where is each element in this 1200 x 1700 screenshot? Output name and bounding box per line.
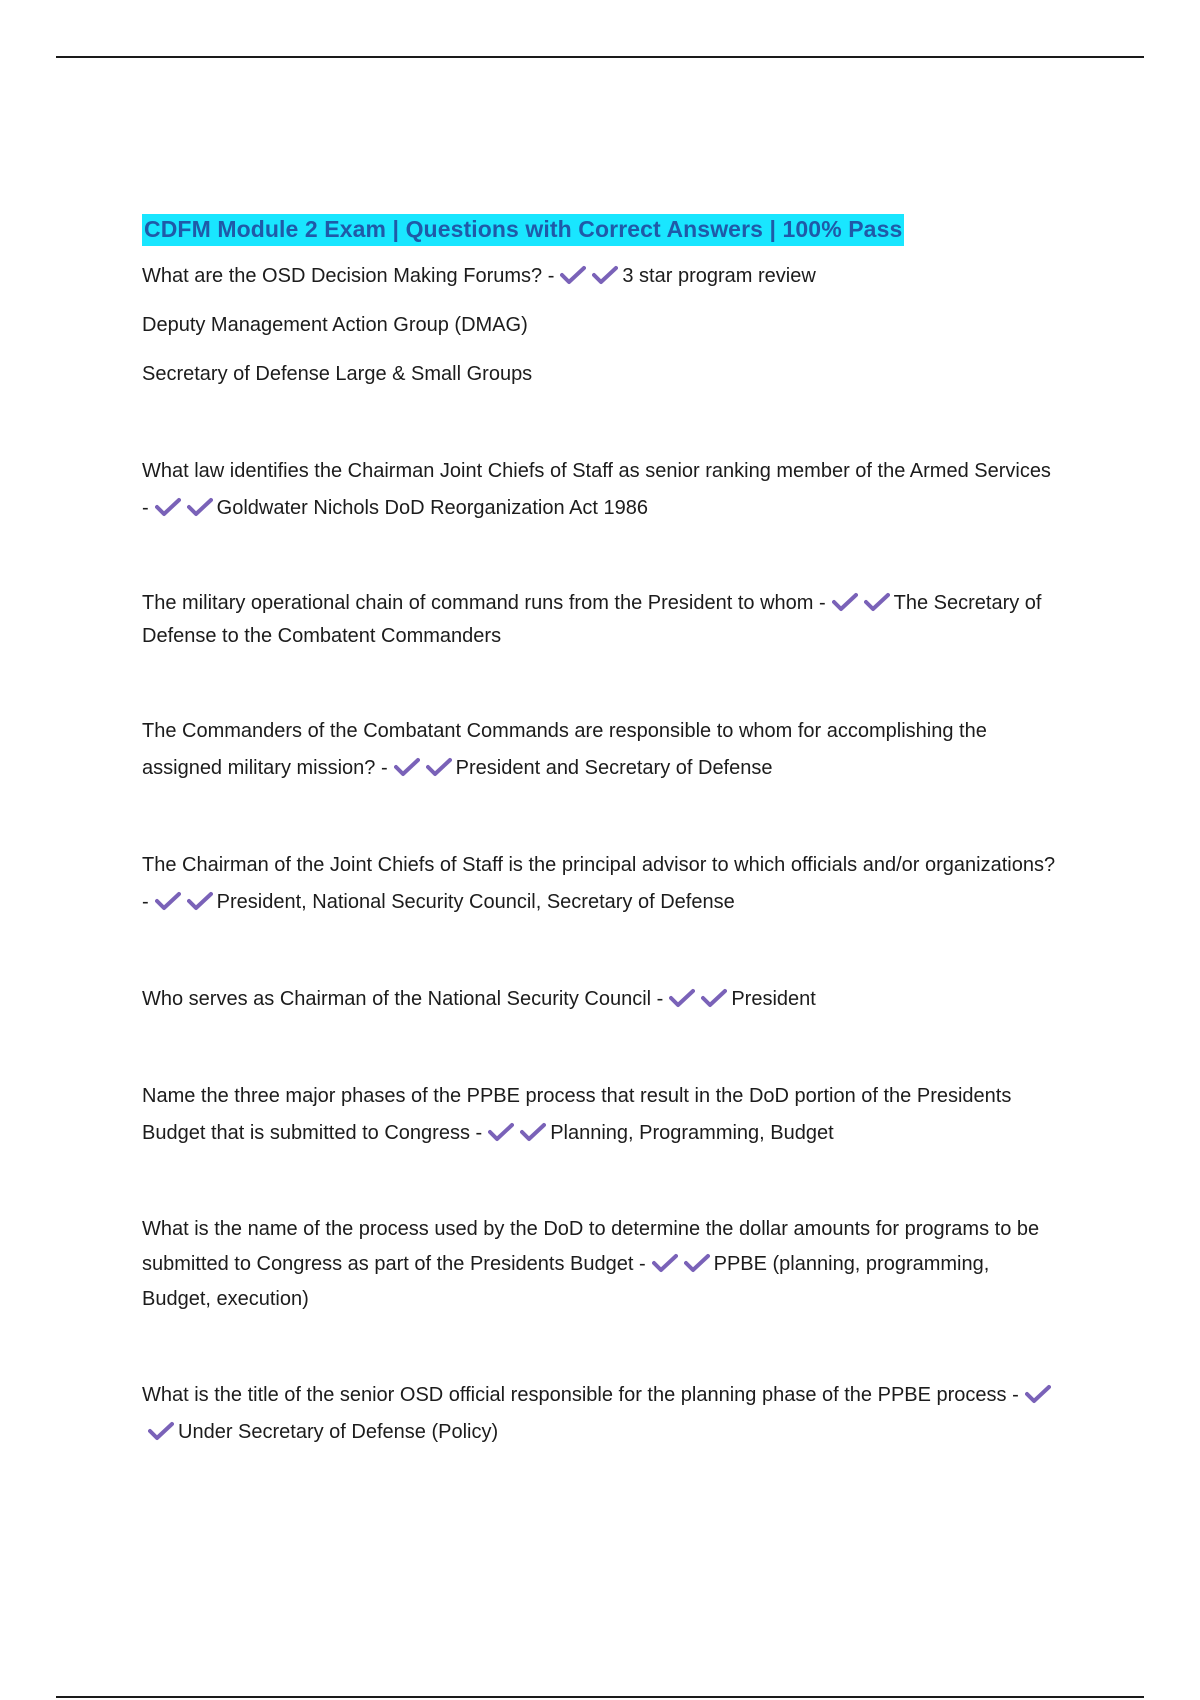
checkmark-icon xyxy=(155,497,181,517)
question-text: What law identifies the Chairman Joint Chiefs of Staff as senior ranking member of the Armed Services - xyxy=(142,460,1051,519)
answer-line: Secretary of Defense Large & Small Groups xyxy=(142,363,533,385)
checkmark-icon xyxy=(187,891,213,911)
answer-text: 3 star program review xyxy=(622,265,816,287)
checkmark-icon xyxy=(426,757,452,777)
answer-text: President xyxy=(731,988,816,1010)
answer-text: The Secretary of Defense to the Combatent Commanders xyxy=(142,592,1042,647)
checkmark-icon xyxy=(701,988,727,1008)
qa-item xyxy=(142,258,1062,393)
qa-line xyxy=(142,847,1062,921)
answer-text: Planning, Programming, Budget xyxy=(550,1122,834,1144)
question-text: What are the OSD Decision Making Forums? - xyxy=(142,265,555,287)
qa-item xyxy=(142,1377,1062,1451)
answer-text: PPBE (planning, programming, Budget, execution) xyxy=(142,1253,990,1310)
qa-line xyxy=(142,1212,1062,1317)
checkmark-icon xyxy=(1025,1384,1051,1404)
checkmark-icon xyxy=(520,1122,546,1142)
question-text: The Chairman of the Joint Chiefs of Staff is the principal advisor to which officials and/or organizations? - xyxy=(142,854,1056,913)
checkmark-icon xyxy=(669,988,695,1008)
question-text: What is the title of the senior OSD official responsible for the planning phase of the PPBE process - xyxy=(142,1384,1019,1406)
qa-line xyxy=(142,453,1062,527)
qa-line xyxy=(142,981,1062,1018)
qa-item xyxy=(142,713,1062,787)
answer-text: Goldwater Nichols DoD Reorganization Act 1986 xyxy=(216,497,649,519)
qa-item xyxy=(142,453,1062,527)
qa-line xyxy=(142,713,1062,787)
qa-item xyxy=(142,1078,1062,1152)
qa-line xyxy=(142,1078,1062,1152)
checkmark-icon xyxy=(488,1122,514,1142)
answer-line: Deputy Management Action Group (DMAG) xyxy=(142,314,528,336)
question-text: What is the name of the process used by the DoD to determine the dollar amounts for programs to be submitted to Congress as part of the Presidents Budget - xyxy=(142,1218,1040,1275)
checkmark-icon xyxy=(148,1421,174,1441)
question-text: The military operational chain of command runs from the President to whom - xyxy=(142,592,826,614)
checkmark-icon xyxy=(155,891,181,911)
bottom-rule xyxy=(56,1696,1144,1698)
question-text: The Commanders of the Combatant Commands are responsible to whom for accomplishing the assigned military mission? - xyxy=(142,720,987,779)
qa-line xyxy=(142,1377,1062,1451)
checkmark-icon xyxy=(560,265,586,285)
qa-item xyxy=(142,847,1062,921)
checkmark-icon xyxy=(394,757,420,777)
qa-line xyxy=(142,587,1062,653)
top-rule xyxy=(56,56,1144,58)
checkmark-icon xyxy=(684,1253,710,1273)
question-text: Name the three major phases of the PPBE process that result in the DoD portion of the Presidents Budget that is submitted to Congress - xyxy=(142,1085,1012,1144)
checkmark-icon xyxy=(864,592,890,612)
answer-text: Under Secretary of Defense (Policy) xyxy=(178,1421,499,1443)
answer-text: President and Secretary of Defense xyxy=(455,757,773,779)
document-body xyxy=(142,214,1062,1451)
document-title: CDFM Module 2 Exam | Questions with Correct Answers | 100% Pass xyxy=(142,214,904,246)
checkmark-icon xyxy=(832,592,858,612)
checkmark-icon xyxy=(592,265,618,285)
qa-item xyxy=(142,1212,1062,1317)
checkmark-icon xyxy=(652,1253,678,1273)
answer-text: President, National Security Council, Secretary of Defense xyxy=(216,891,735,913)
qa-item xyxy=(142,981,1062,1018)
qa-item xyxy=(142,587,1062,653)
question-text: Who serves as Chairman of the National Security Council - xyxy=(142,988,664,1010)
qa-line xyxy=(142,258,1062,295)
checkmark-icon xyxy=(187,497,213,517)
